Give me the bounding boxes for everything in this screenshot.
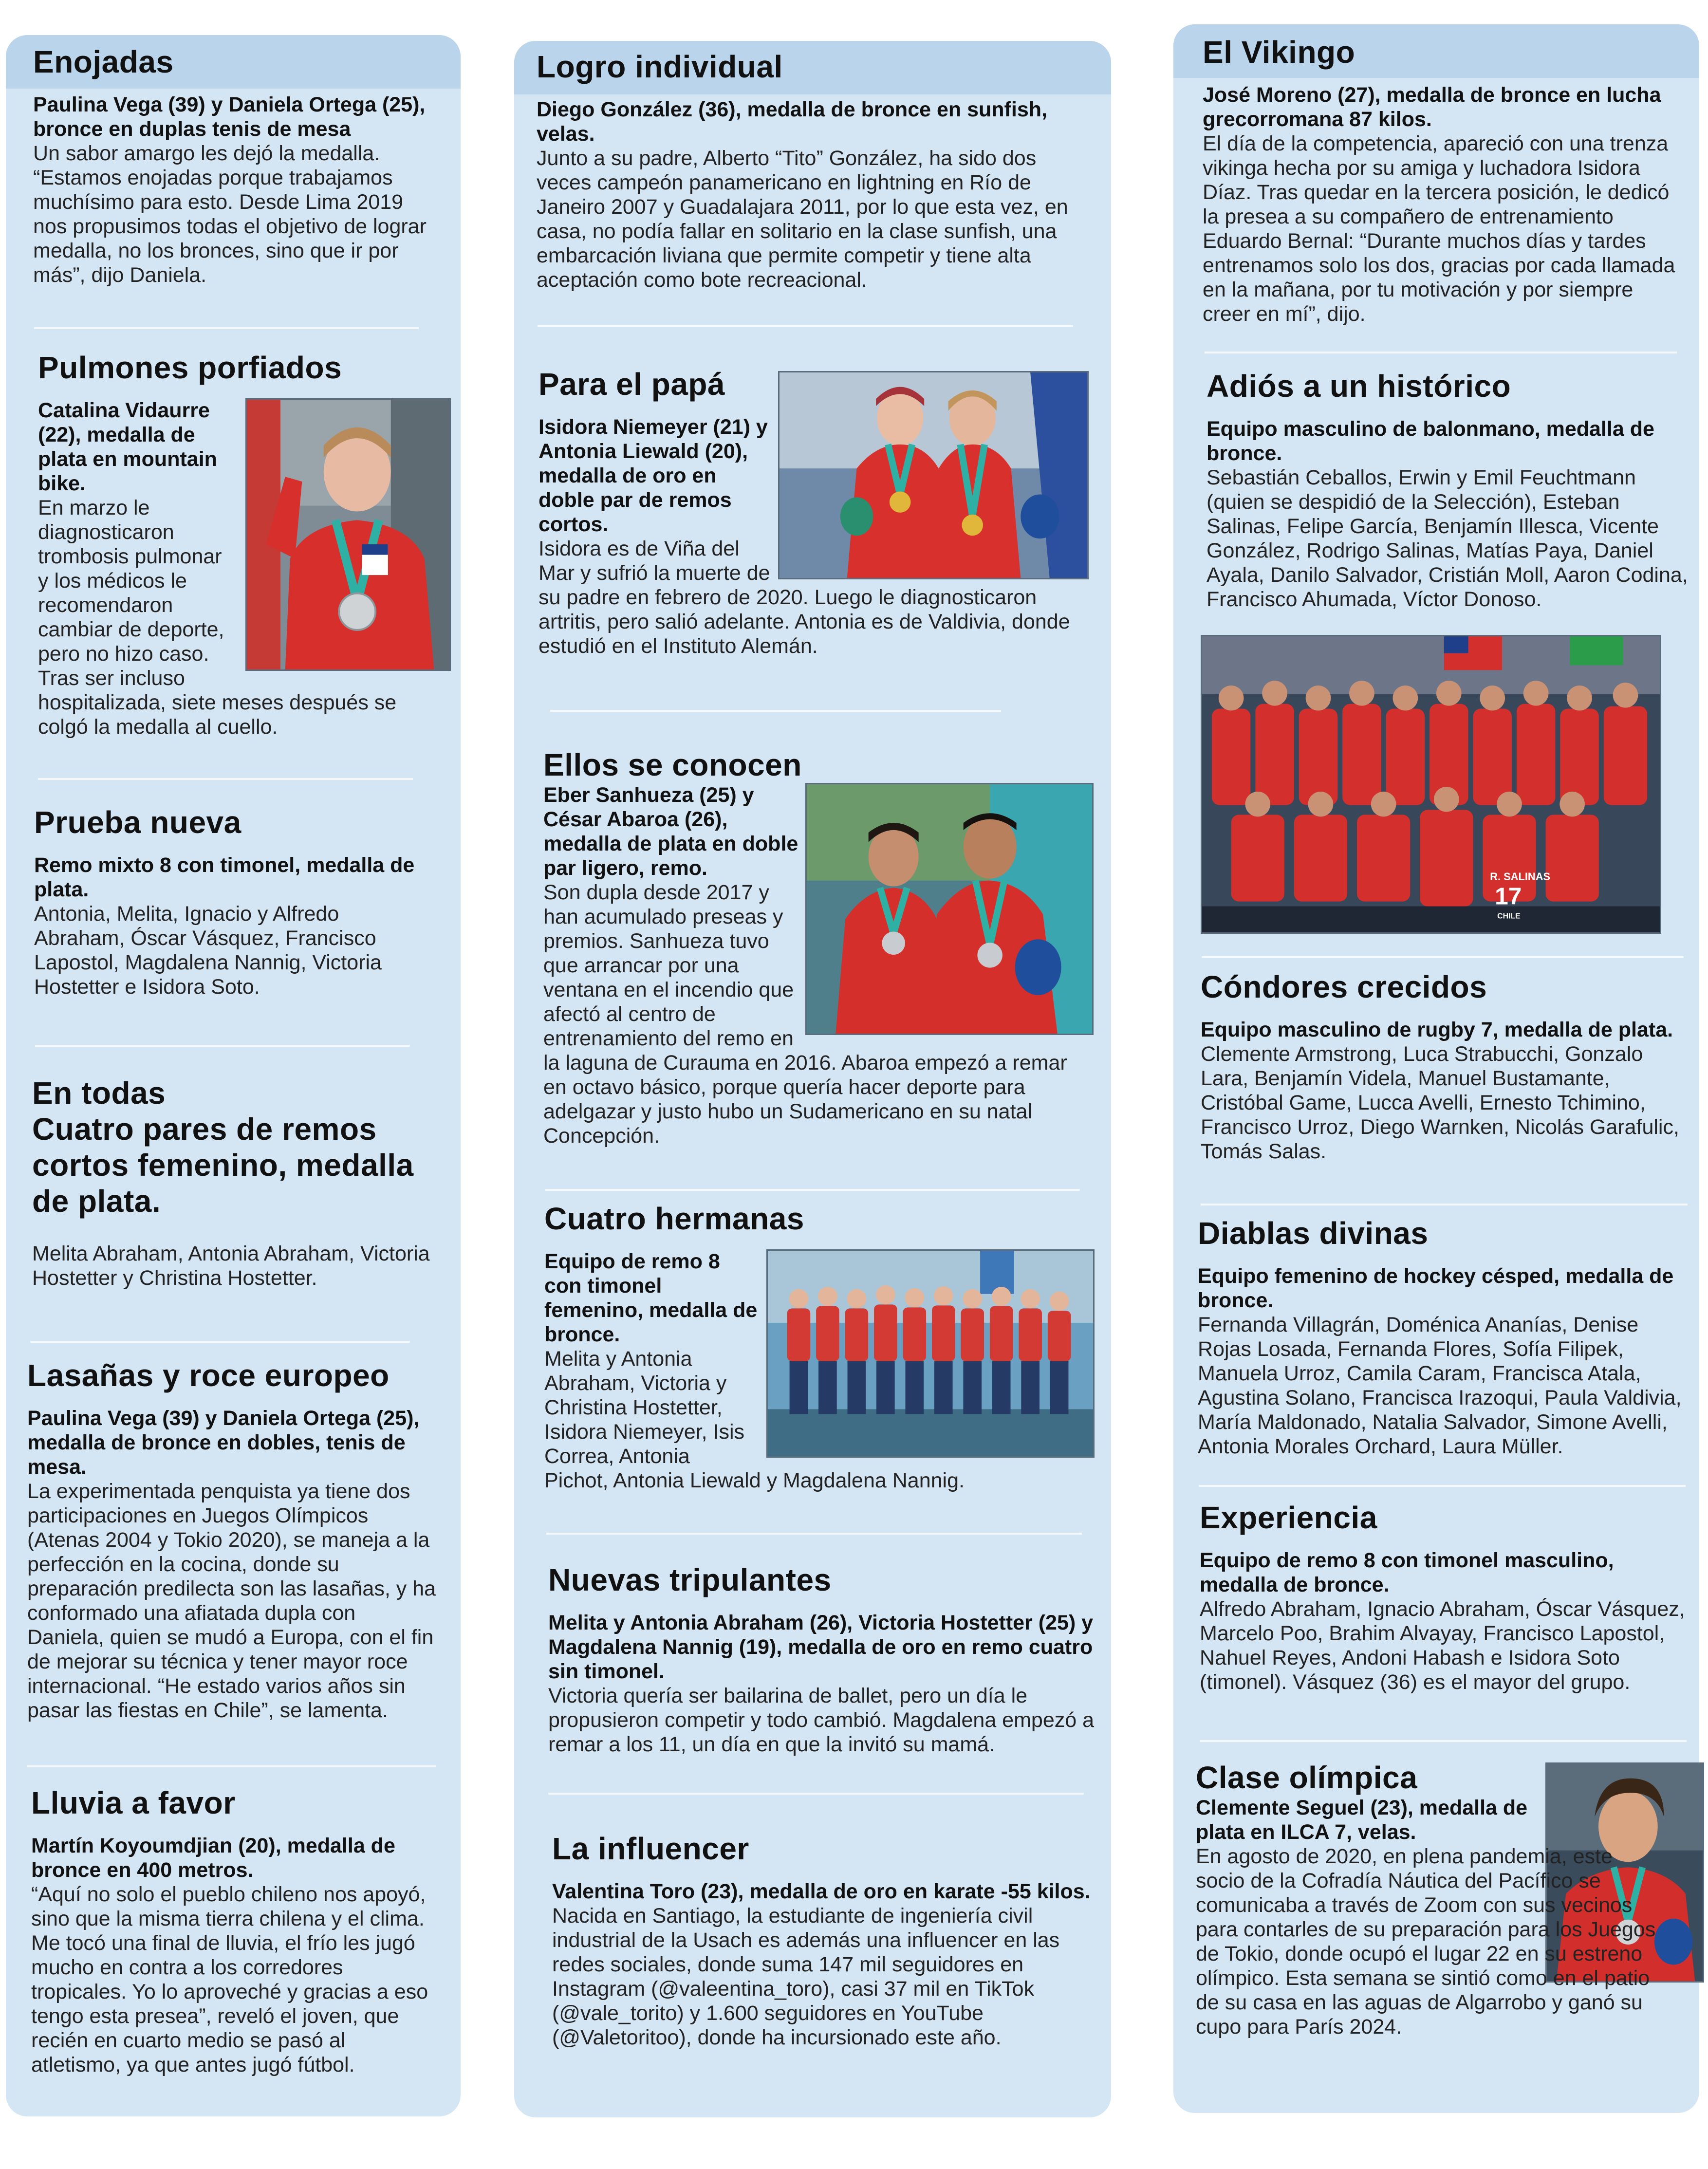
divider (548, 1793, 1084, 1795)
section-title: El Vikingo (1203, 35, 1355, 70)
section-logro-individual (537, 49, 1087, 292)
section-body: Son dupla desde 2017 y han acumulado preseas y premios. Sanhueza tuvo que arrancar por una ventana en el incendio que afectó al centro de entrenamiento del remo en la laguna de Curauma en 2016. Abaroa empezó a remar en octavo básico, porque quería hacer deporte para adelgazar y justo hubo un Sudamericano en su natal Concepción. (543, 881, 1067, 1148)
section-la-influencer (552, 1831, 1093, 2050)
divider (545, 1189, 1080, 1191)
section-en-todas (32, 1075, 431, 1290)
section-lead: Equipo masculino de rugby 7, medalla de plata. (1201, 1018, 1673, 1041)
section-cuatro-hermanas (544, 1201, 1095, 1493)
section-lead: José Moreno (27), medalla de bronce en lucha grecorromana 87 kilos. (1203, 83, 1661, 131)
jersey-name: R. SALINAS (1490, 871, 1551, 883)
section-body: En marzo le diagnosticaron trombosis pulmonar y los médicos le recomendaron cambiar de deporte, pero no hizo caso. Tras ser incluso hospitalizada, siete meses después se colgó la medalla al cuello. (38, 496, 397, 739)
section-lead: Melita y Antonia Abraham (26), Victoria Hostetter (25) y Magdalena Nannig (19), medalla de oro en remo cuatro sin timonel. (548, 1611, 1094, 1683)
photo-handball-team-bronze (1201, 635, 1661, 934)
section-body: Un sabor amargo les dejó la medalla. “Estamos enojadas porque trabajamos muchísimo para esto. Desde Lima 2019 nos propusimos todas el objetivo de lograr medalla, no los bronces, sino que ir por más”, dijo Daniela. (33, 142, 427, 287)
section-lead: Equipo de remo 8 con timonel masculino, medalla de bronce. (1200, 1549, 1614, 1596)
section-diablas-divinas (1198, 1215, 1694, 1459)
section-body: Nacida en Santiago, la estudiante de ingeniería civil industrial de la Usach es además una influencer en las redes sociales, donde suma 147 mil seguidores en Instagram (@valeentina_toro), casi 37 mil en TikTok (@vale_torito) y 1.600 seguidores en YouTube (@Valetoritoo), donde ha incursionado este año. (552, 1904, 1060, 2049)
section-title: La influencer (552, 1831, 749, 1866)
section-clase-olimpica (1196, 1760, 1656, 2039)
section-title: Lluvia a favor (31, 1785, 236, 1820)
section-title: Nuevas tripulantes (548, 1562, 832, 1597)
section-title: Para el papá (538, 367, 725, 402)
photo-cyclist-silver-medal (245, 398, 451, 671)
section-nuevas-tripulantes (548, 1562, 1103, 1757)
section-lead: Remo mixto 8 con timonel, medalla de plata. (34, 853, 415, 901)
section-body: Victoria quería ser bailarina de ballet, pero un día le propusieron competir y todo cambió. Magdalena empezó a remar a los 11, un día en que la invitó su mamá. (548, 1684, 1095, 1756)
section-body: “Aquí no solo el pueblo chileno nos apoyó, sino que la misma tierra chilena y el clima. Me tocó una final de lluvia, el frío les jugó mucho en contra a los corredores tropicales. Yo lo aproveché y gracias a eso tengo esta presea”, reveló el joven, que recién en cuarto medio se pasó al atletismo, ya que antes jugó fútbol. (31, 1883, 428, 2076)
divider (1199, 1485, 1686, 1487)
section-adios-a-un-historico (1207, 368, 1693, 612)
section-title: Logro individual (537, 49, 783, 84)
section-body: Melita Abraham, Antonia Abraham, Victoria Hostetter y Christina Hostetter. (32, 1242, 430, 1290)
section-body: Antonia, Melita, Ignacio y Alfredo Abraham, Óscar Vásquez, Francisco Lapostol, Magdalena Nannig, Victoria Hostetter e Isidora Soto. (34, 902, 382, 999)
section-lasanas (27, 1357, 436, 1723)
section-lead: Paulina Vega (39) y Daniela Ortega (25), bronce en duplas tenis de mesa (33, 93, 426, 141)
section-title: En todas Cuatro pares de remos cortos femenino, medalla de plata. (32, 1075, 414, 1219)
section-title: Clase olímpica (1196, 1760, 1418, 1795)
photo-rowers-gold-medal (778, 371, 1089, 579)
section-lluvia-a-favor (31, 1785, 440, 2077)
section-body: El día de la competencia, apareció con una trenza vikinga hecha por su amiga y luchadora Isidora Díaz. Tras quedar en la tercera posición, le dedicó la presea a su compañero de entrenamiento Eduardo Bernal: “Durante muchos días y tardes entrenamos solo los dos, gracias por cada llamada en la mañana, por tu motivación y por siempre creer en mí”, dijo. (1203, 132, 1675, 326)
section-lead: Equipo femenino de hockey césped, medalla de bronce. (1198, 1264, 1674, 1312)
photo-lightweight-double-silver (805, 783, 1094, 1035)
section-title: Ellos se conocen (543, 747, 802, 782)
divider (34, 327, 419, 329)
section-body: Isidora es de Viña del Mar y sufrió la muerte de su padre en febrero de 2020. Luego le diagnosticaron artritis, pero salió adelante. Antonia es de Valdivia, donde estudió en el Instituto Alemán. (538, 537, 1070, 658)
section-body: Junto a su padre, Alberto “Tito” González, ha sido dos veces campeón panamericano en lightning en Río de Janeiro 2007 y Guadalajara 2011, por lo que esta vez, en casa, no podía fallar en solitario en la clase sunfish, una embarcación liviana que permite competir y tiene alta aceptación como bote recreacional. (537, 147, 1068, 292)
divider (27, 1765, 436, 1767)
section-experiencia (1200, 1500, 1687, 1694)
section-ellos-se-conocen (543, 747, 1094, 1148)
section-lead: Diego González (36), medalla de bronce en sunfish, velas. (537, 98, 1047, 146)
section-title: Cuatro hermanas (544, 1201, 804, 1236)
section-para-el-papa (538, 366, 1089, 658)
section-title: Lasañas y roce europeo (27, 1358, 390, 1393)
section-title: Prueba nueva (34, 805, 241, 840)
divider (546, 1533, 1082, 1535)
photo-women-eight-bronze (766, 1249, 1095, 1458)
section-condores-crecidos (1201, 969, 1688, 1164)
section-lead: Eber Sanhueza (25) y César Abaroa (26), medalla de plata en doble par ligero, remo. (543, 783, 798, 880)
jersey-country: CHILE (1497, 912, 1521, 921)
section-title: Adiós a un histórico (1207, 369, 1511, 404)
section-lead: Isidora Niemeyer (21) y Antonia Liewald (20), medalla de oro en doble par de remos cortos. (538, 415, 768, 536)
section-lead: Valentina Toro (23), medalla de oro en karate -55 kilos. (552, 1880, 1091, 1903)
divider (1200, 1740, 1687, 1742)
section-title: Diablas divinas (1198, 1216, 1429, 1251)
divider (1205, 352, 1677, 353)
section-lead: Clemente Seguel (23), medalla de plata en ILCA 7, velas. (1196, 1796, 1528, 1844)
section-title: Cóndores crecidos (1201, 969, 1487, 1004)
jersey-number: 17 (1495, 882, 1522, 910)
divider (1201, 1204, 1688, 1205)
section-lead: Catalina Vidaurre (22), medalla de plata en mountain bike. (38, 399, 217, 495)
section-title: Pulmones porfiados (38, 350, 342, 385)
section-body: La experimentada penquista ya tiene dos participaciones en Juegos Olímpicos (Atenas 2004 y Tokio 2020), se maneja a la perfección en la cocina, donde su preparación predilecta son las lasañas, y ha conformado una afiatada dupla con Daniela, quien se mudó a Europa, con el fin de mejorar su técnica y tener mayor roce internacional. “He estado varios años sin pasar las fiestas en Chile”, se lamenta. (27, 1480, 436, 1722)
divider (550, 710, 1001, 712)
section-body: Melita y Antonia Abraham, Victoria y Christina Hostetter, Isidora Niemeyer, Isis Correa, Antonia Pichot, Antonia Liewald y Magdalena Nannig. (544, 1347, 965, 1492)
section-lead: Equipo de remo 8 con timonel femenino, medalla de bronce. (544, 1250, 758, 1346)
divider (35, 1045, 410, 1047)
divider (538, 325, 1073, 327)
section-title: Experiencia (1200, 1500, 1377, 1535)
section-pulmones-porfiados (38, 350, 447, 739)
section-prueba-nueva (34, 804, 433, 999)
section-body: Sebastián Ceballos, Erwin y Emil Feuchtmann (quien se despidió de la Selección), Esteban Salinas, Felipe García, Benjamín Illesca, Vicente González, Rodrigo Salinas, Matías Paya, Daniel Ayala, Danilo Salvador, Cristián Moll, Aaron Codina, Francisco Ahumada, Víctor Donoso. (1207, 466, 1688, 611)
section-title: Enojadas (33, 44, 174, 79)
section-body: En agosto de 2020, en plena pandemia, este socio de la Cofradía Náutica del Pacífico se comunicaba a través de Zoom con sus vecinos para contarles de su preparación para los Juegos de Tokio, donde ocupó el lugar 22 en su estreno olímpico. Esta semana se sintió como en el patio de su casa en las aguas de Algarrobo y ganó su cupo para París 2024. (1196, 1845, 1656, 2039)
section-body: Clemente Armstrong, Luca Strabucchi, Gonzalo Lara, Benjamín Videla, Manuel Bustamante, Cristóbal Game, Lucca Avelli, Ernesto Tchimino, Francisco Urroz, Diego Warnken, Nicolás Garafulic, Tomás Salas. (1201, 1042, 1679, 1163)
section-el-vikingo (1203, 34, 1685, 326)
section-lead: Equipo masculino de balonmano, medalla de bronce. (1207, 417, 1654, 465)
divider (38, 778, 413, 780)
section-body: Fernanda Villagrán, Doménica Ananías, Denise Rojas Losada, Fernanda Flores, Sofía Filipek, Manuela Urroz, Camila Caram, Francisca Atala, Agustina Solano, Francisca Irazoqui, Paula Valdivia, María Maldonado, Natalia Salvador, Simone Avelli, Antonia Morales Orchard, Laura Müller. (1198, 1313, 1682, 1458)
section-body: Alfredo Abraham, Ignacio Abraham, Óscar Vásquez, Marcelo Poo, Brahim Alvayay, Francisco Lapostol, Nahuel Reyes, Andoni Habash e Isidora Soto (timonel). Vásquez (36) es el mayor del grupo. (1200, 1597, 1685, 1694)
section-lead: Martín Koyoumdjian (20), medalla de bronce en 400 metros. (31, 1834, 395, 1882)
divider (30, 1341, 410, 1343)
section-lead: Paulina Vega (39) y Daniela Ortega (25), medalla de bronce en dobles, tenis de mesa. (27, 1407, 420, 1479)
divider (1202, 956, 1684, 958)
section-enojadas (33, 44, 432, 287)
